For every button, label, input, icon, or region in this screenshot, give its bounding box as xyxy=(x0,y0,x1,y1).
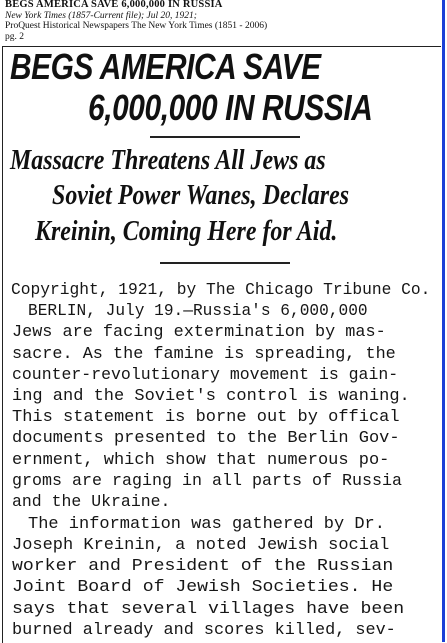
body-line: ernment, which show that numerous po- xyxy=(12,450,390,469)
subhead-divider xyxy=(160,262,290,264)
headline-line-1: BEGS AMERICA SAVE xyxy=(10,46,321,87)
body-line: and the Ukraine. xyxy=(12,492,171,511)
body-line: burned already and scores killed, sev- xyxy=(12,620,396,639)
citation-header xyxy=(5,0,405,42)
headline-divider xyxy=(150,136,300,138)
body-line: says that several villages have been xyxy=(12,599,405,618)
column-divider xyxy=(442,0,445,642)
headline-line-2: 6,000,000 IN RUSSIA xyxy=(88,87,373,128)
body-line: sacre. As the famine is spreading, the xyxy=(12,344,396,363)
body-line: The information was gathered by Dr. xyxy=(28,514,385,533)
citation-title: BEGS AMERICA SAVE 6,000,000 IN RUSSIA xyxy=(5,0,223,10)
body-line: counter-revolutionary movement is gain- xyxy=(12,365,399,384)
body-line: This statement is borne out by offical xyxy=(12,407,400,426)
citation-source: New York Times (1857-Current file); Jul 20, 1921; xyxy=(5,10,197,21)
subhead-line-3: Kreinin, Coming Here for Aid. xyxy=(35,216,338,247)
body-line: ing and the Soviet's control is waning. xyxy=(12,386,410,405)
subhead-line-1: Massacre Threatens All Jews as xyxy=(10,145,326,176)
body-line: worker and President of the Russian xyxy=(12,556,394,575)
body-line: documents presented to the Berlin Gov- xyxy=(12,428,400,447)
body-line: BERLIN, July 19.—Russia's 6,000,000 xyxy=(28,301,368,320)
body-line: Joint Board of Jewish Societies. He xyxy=(12,577,394,596)
body-line: Copyright, 1921, by The Chicago Tribune Co. xyxy=(11,280,431,299)
body-line: groms are raging in all parts of Russia xyxy=(12,471,403,490)
body-line: Joseph Kreinin, a noted Jewish social xyxy=(12,535,390,554)
subhead-line-2: Soviet Power Wanes, Declares xyxy=(52,180,350,211)
citation-page: pg. 2 xyxy=(5,31,24,42)
citation-database: ProQuest Historical Newspapers The New York Times (1851 - 2006) xyxy=(5,21,268,31)
body-line: Jews are facing extermination by mas- xyxy=(12,322,386,341)
